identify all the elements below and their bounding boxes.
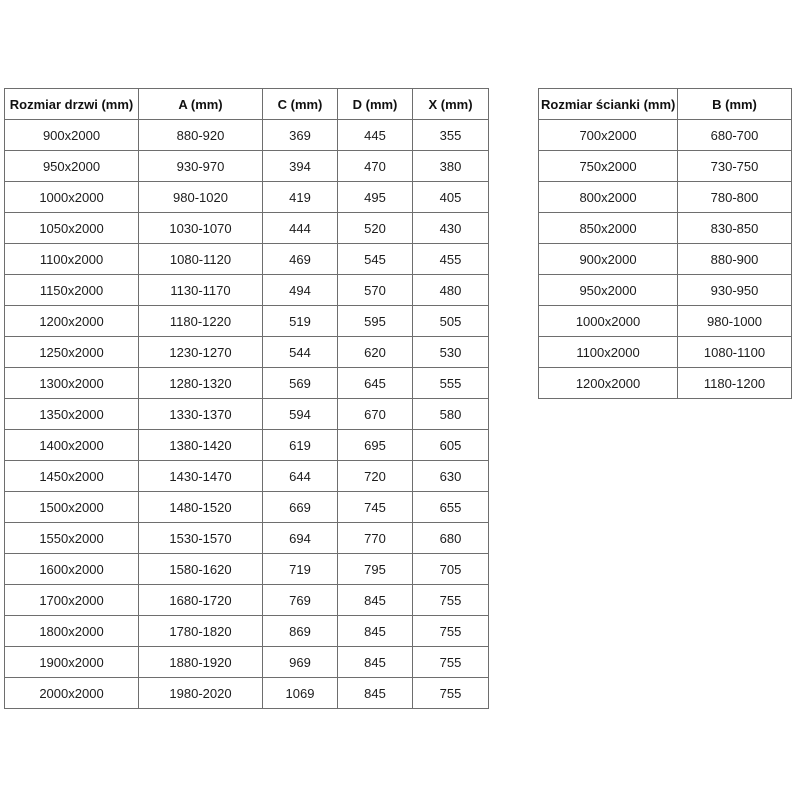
table-row [5,616,489,647]
table-cell: 355 [413,120,489,151]
table-row [5,647,489,678]
table-row [5,554,489,585]
table-row [539,120,792,151]
table-cell: 1530-1570 [139,523,263,554]
table-row [539,275,792,306]
table-cell: 595 [338,306,413,337]
table-cell: 755 [413,647,489,678]
table-cell: 570 [338,275,413,306]
table-cell: 769 [263,585,338,616]
table-cell: 594 [263,399,338,430]
table-cell: 670 [338,399,413,430]
table-cell: 1880-1920 [139,647,263,678]
table-cell: 930-970 [139,151,263,182]
table-cell: 380 [413,151,489,182]
table-cell: 445 [338,120,413,151]
column-header: C (mm) [263,89,338,120]
table-row [539,244,792,275]
table-cell: 619 [263,430,338,461]
table-cell: 900x2000 [539,244,678,275]
table-cell: 1250x2000 [5,337,139,368]
table-row [5,585,489,616]
table-cell: 669 [263,492,338,523]
table-cell: 469 [263,244,338,275]
table-cell: 1550x2000 [5,523,139,554]
table-row [5,244,489,275]
table-cell: 1780-1820 [139,616,263,647]
table-cell: 1069 [263,678,338,709]
table-cell: 1180-1200 [678,368,792,399]
table-cell: 930-950 [678,275,792,306]
table-cell: 1980-2020 [139,678,263,709]
table-cell: 1300x2000 [5,368,139,399]
table-cell: 1330-1370 [139,399,263,430]
door-size-table [4,88,489,709]
table-cell: 1100x2000 [539,337,678,368]
table-cell: 950x2000 [539,275,678,306]
table-cell: 1200x2000 [539,368,678,399]
table-cell: 694 [263,523,338,554]
table-cell: 1080-1100 [678,337,792,368]
table-cell: 520 [338,213,413,244]
table-cell: 705 [413,554,489,585]
table-cell: 1580-1620 [139,554,263,585]
table-cell: 455 [413,244,489,275]
table-cell: 1400x2000 [5,430,139,461]
table-cell: 745 [338,492,413,523]
table-cell: 1350x2000 [5,399,139,430]
table-cell: 1030-1070 [139,213,263,244]
table-row [539,151,792,182]
table-cell: 405 [413,182,489,213]
table-cell: 755 [413,585,489,616]
table-cell: 750x2000 [539,151,678,182]
table-cell: 1430-1470 [139,461,263,492]
column-header: Rozmiar drzwi (mm) [5,89,139,120]
table-cell: 1500x2000 [5,492,139,523]
table-cell: 1280-1320 [139,368,263,399]
table-cell: 795 [338,554,413,585]
table-cell: 950x2000 [5,151,139,182]
table-cell: 680-700 [678,120,792,151]
table-cell: 770 [338,523,413,554]
table-cell: 1130-1170 [139,275,263,306]
table-cell: 1000x2000 [5,182,139,213]
table-cell: 530 [413,337,489,368]
table-row [539,368,792,399]
table-row [5,368,489,399]
table-cell: 644 [263,461,338,492]
table-row [539,182,792,213]
column-header: B (mm) [678,89,792,120]
table-cell: 2000x2000 [5,678,139,709]
table-cell: 830-850 [678,213,792,244]
table-cell: 1480-1520 [139,492,263,523]
table-row [5,523,489,554]
table-cell: 719 [263,554,338,585]
table-row [5,337,489,368]
table-cell: 980-1020 [139,182,263,213]
table-row [5,430,489,461]
table-cell: 850x2000 [539,213,678,244]
table-cell: 1230-1270 [139,337,263,368]
table-row [5,120,489,151]
table-cell: 1700x2000 [5,585,139,616]
table-cell: 630 [413,461,489,492]
table-cell: 969 [263,647,338,678]
table-cell: 700x2000 [539,120,678,151]
table-cell: 495 [338,182,413,213]
table-cell: 1100x2000 [5,244,139,275]
table-row [5,399,489,430]
column-header: Rozmiar ścianki (mm) [539,89,678,120]
table-cell: 1380-1420 [139,430,263,461]
table-cell: 880-900 [678,244,792,275]
table-cell: 419 [263,182,338,213]
table-cell: 900x2000 [5,120,139,151]
table-cell: 1800x2000 [5,616,139,647]
table-cell: 645 [338,368,413,399]
table-cell: 555 [413,368,489,399]
table-cell: 980-1000 [678,306,792,337]
column-header: D (mm) [338,89,413,120]
table-row [539,213,792,244]
table-cell: 780-800 [678,182,792,213]
table-cell: 1150x2000 [5,275,139,306]
table-cell: 1180-1220 [139,306,263,337]
table-row [5,151,489,182]
table-cell: 620 [338,337,413,368]
table-cell: 444 [263,213,338,244]
table-row [5,275,489,306]
table-cell: 605 [413,430,489,461]
table-cell: 519 [263,306,338,337]
table-cell: 680 [413,523,489,554]
table-row [5,213,489,244]
table-cell: 800x2000 [539,182,678,213]
column-header: A (mm) [139,89,263,120]
column-header: X (mm) [413,89,489,120]
table-cell: 755 [413,616,489,647]
table-cell: 494 [263,275,338,306]
table-cell: 470 [338,151,413,182]
table-row [539,337,792,368]
table-cell: 1000x2000 [539,306,678,337]
table-cell: 480 [413,275,489,306]
table-cell: 369 [263,120,338,151]
table-row [5,306,489,337]
table-cell: 1450x2000 [5,461,139,492]
table-cell: 845 [338,647,413,678]
table-row [5,461,489,492]
table-cell: 655 [413,492,489,523]
table-cell: 430 [413,213,489,244]
table-cell: 730-750 [678,151,792,182]
table-cell: 720 [338,461,413,492]
header-row [5,89,489,120]
table-cell: 1900x2000 [5,647,139,678]
table-cell: 1200x2000 [5,306,139,337]
table-cell: 1050x2000 [5,213,139,244]
table-cell: 845 [338,678,413,709]
table-cell: 869 [263,616,338,647]
table-cell: 1080-1120 [139,244,263,275]
table-cell: 695 [338,430,413,461]
wall-size-table [538,88,792,399]
table-cell: 755 [413,678,489,709]
table-cell: 580 [413,399,489,430]
table-cell: 880-920 [139,120,263,151]
table-cell: 505 [413,306,489,337]
table-row [5,678,489,709]
table-cell: 845 [338,616,413,647]
table-cell: 394 [263,151,338,182]
table-cell: 1680-1720 [139,585,263,616]
table-cell: 845 [338,585,413,616]
table-row [5,182,489,213]
table-row [5,492,489,523]
header-row [539,89,792,120]
table-cell: 544 [263,337,338,368]
table-cell: 1600x2000 [5,554,139,585]
table-cell: 569 [263,368,338,399]
table-row [539,306,792,337]
table-cell: 545 [338,244,413,275]
